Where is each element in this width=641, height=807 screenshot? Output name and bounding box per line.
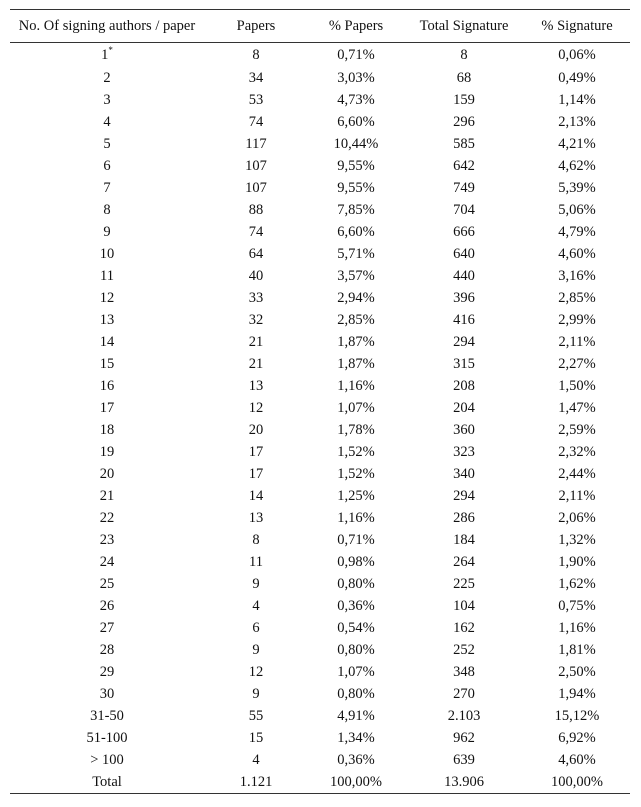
cell-total-signature: 323 xyxy=(453,444,475,460)
cell-papers: 12 xyxy=(248,664,264,680)
table-row xyxy=(10,485,630,507)
cell-pct-signature: 2,11% xyxy=(558,334,596,350)
cell-papers: 11 xyxy=(249,554,263,570)
row-label: 20 xyxy=(99,466,115,482)
row-label: 28 xyxy=(99,642,115,658)
cell-authors xyxy=(10,221,204,243)
cell-total-signature: 162 xyxy=(453,620,475,636)
table-row xyxy=(10,507,630,529)
cell-pct-signature: 1,50% xyxy=(558,378,596,394)
row-label: 17 xyxy=(99,400,115,416)
cell-authors xyxy=(10,265,204,287)
header-pct-papers: % Papers xyxy=(328,17,384,34)
row-label: 8 xyxy=(103,202,111,218)
table-row xyxy=(10,155,630,177)
cell-authors xyxy=(10,309,204,331)
cell-authors xyxy=(10,155,204,177)
cell-total-signature: 13.906 xyxy=(444,774,484,790)
row-label: 21 xyxy=(99,488,115,504)
cell-pct-papers: 0,54% xyxy=(337,620,375,636)
cell-authors xyxy=(10,507,204,529)
cell-total-signature: 360 xyxy=(453,422,475,438)
table-row xyxy=(10,287,630,309)
cell-total-signature: 294 xyxy=(453,488,475,504)
cell-total-signature: 749 xyxy=(453,180,475,196)
cell-authors xyxy=(10,67,204,89)
row-label: 11 xyxy=(100,268,114,284)
cell-pct-signature: 1,62% xyxy=(558,576,596,592)
header-total-signature: Total Signature xyxy=(419,17,509,34)
table-row xyxy=(10,221,630,243)
cell-authors xyxy=(10,199,204,221)
cell-authors xyxy=(10,243,204,265)
cell-authors xyxy=(10,375,204,397)
cell-papers: 74 xyxy=(248,224,264,240)
cell-pct-papers: 5,71% xyxy=(337,246,375,262)
cell-pct-signature: 100,00% xyxy=(551,774,603,790)
cell-authors xyxy=(10,353,204,375)
cell-pct-signature: 4,21% xyxy=(558,136,596,152)
cell-pct-signature: 2,99% xyxy=(558,312,596,328)
row-label: 7 xyxy=(103,180,111,196)
footnote-marker: * xyxy=(108,45,113,56)
table-row xyxy=(10,331,630,353)
cell-total-signature: 585 xyxy=(453,136,475,152)
cell-total-signature: 704 xyxy=(453,202,475,218)
cell-pct-signature: 0,49% xyxy=(558,70,596,86)
cell-pct-signature: 2,11% xyxy=(558,488,596,504)
table-row xyxy=(10,683,630,705)
cell-papers: 9 xyxy=(252,686,260,702)
table-row xyxy=(10,177,630,199)
row-label: 26 xyxy=(99,598,115,614)
cell-authors xyxy=(10,661,204,683)
table-row xyxy=(10,309,630,331)
cell-pct-papers: 1,25% xyxy=(337,488,375,504)
header-papers: Papers xyxy=(236,17,276,34)
cell-pct-papers: 9,55% xyxy=(337,180,375,196)
table-row xyxy=(10,89,630,111)
cell-papers: 4 xyxy=(252,598,260,614)
cell-pct-papers: 9,55% xyxy=(337,158,375,174)
cell-total-signature: 666 xyxy=(453,224,475,240)
row-label: 16 xyxy=(99,378,115,394)
row-label: 5 xyxy=(103,136,111,152)
cell-authors xyxy=(10,287,204,309)
cell-papers: 107 xyxy=(245,158,267,174)
cell-papers: 14 xyxy=(248,488,264,504)
cell-pct-signature: 4,60% xyxy=(558,246,596,262)
table-row xyxy=(10,749,630,771)
cell-authors xyxy=(10,617,204,639)
cell-pct-papers: 0,71% xyxy=(337,47,375,63)
cell-pct-papers: 1,16% xyxy=(337,378,375,394)
cell-pct-papers: 6,60% xyxy=(337,114,375,130)
table-row xyxy=(10,639,630,661)
cell-pct-papers: 4,91% xyxy=(337,708,375,724)
table-row xyxy=(10,67,630,89)
cell-pct-signature: 6,92% xyxy=(558,730,596,746)
cell-pct-signature: 3,16% xyxy=(558,268,596,284)
cell-pct-papers: 2,94% xyxy=(337,290,375,306)
cell-total-signature: 264 xyxy=(453,554,475,570)
table-header xyxy=(10,10,630,43)
cell-pct-signature: 1,14% xyxy=(558,92,596,108)
cell-authors xyxy=(10,573,204,595)
cell-authors xyxy=(10,749,204,771)
cell-total-signature: 962 xyxy=(453,730,475,746)
cell-authors xyxy=(10,177,204,199)
cell-pct-papers: 0,98% xyxy=(337,554,375,570)
cell-papers: 32 xyxy=(248,312,264,328)
cell-authors xyxy=(10,485,204,507)
cell-total-signature: 208 xyxy=(453,378,475,394)
cell-papers: 55 xyxy=(248,708,264,724)
cell-papers: 9 xyxy=(252,642,260,658)
row-label: 29 xyxy=(99,664,115,680)
table-row xyxy=(10,375,630,397)
cell-total-signature: 104 xyxy=(453,598,475,614)
cell-pct-papers: 7,85% xyxy=(337,202,375,218)
cell-total-signature: 340 xyxy=(453,466,475,482)
cell-total-signature: 396 xyxy=(453,290,475,306)
cell-papers: 13 xyxy=(248,378,264,394)
cell-papers: 33 xyxy=(248,290,264,306)
authorship-table xyxy=(10,9,630,794)
cell-authors xyxy=(10,771,204,794)
table-row xyxy=(10,595,630,617)
cell-pct-papers: 0,80% xyxy=(337,576,375,592)
cell-pct-signature: 5,39% xyxy=(558,180,596,196)
table-row xyxy=(10,265,630,287)
table-row xyxy=(10,551,630,573)
cell-pct-papers: 1,87% xyxy=(337,356,375,372)
row-label: 13 xyxy=(99,312,115,328)
cell-papers: 21 xyxy=(248,356,264,372)
cell-pct-papers: 4,73% xyxy=(337,92,375,108)
row-label: 25 xyxy=(99,576,115,592)
row-label: 24 xyxy=(99,554,115,570)
cell-authors xyxy=(10,683,204,705)
cell-pct-papers: 1,07% xyxy=(337,400,375,416)
cell-authors xyxy=(10,551,204,573)
cell-pct-papers: 100,00% xyxy=(330,774,382,790)
row-label: 23 xyxy=(99,532,115,548)
table-row xyxy=(10,353,630,375)
row-label: 4 xyxy=(103,114,111,130)
cell-pct-signature: 1,90% xyxy=(558,554,596,570)
cell-pct-signature: 1,81% xyxy=(558,642,596,658)
cell-total-signature: 640 xyxy=(453,246,475,262)
header-pct-signature: % Signature xyxy=(541,17,613,34)
cell-pct-signature: 1,47% xyxy=(558,400,596,416)
cell-authors xyxy=(10,727,204,749)
cell-papers: 8 xyxy=(252,47,260,63)
cell-authors xyxy=(10,43,204,68)
header-row xyxy=(10,10,630,43)
table-row xyxy=(10,771,630,794)
cell-total-signature: 2.103 xyxy=(447,708,481,724)
cell-pct-signature: 2,85% xyxy=(558,290,596,306)
cell-total-signature: 642 xyxy=(453,158,475,174)
cell-pct-signature: 2,13% xyxy=(558,114,596,130)
row-label: 18 xyxy=(99,422,115,438)
cell-authors xyxy=(10,639,204,661)
cell-papers: 9 xyxy=(252,576,260,592)
cell-pct-signature: 4,60% xyxy=(558,752,596,768)
cell-pct-signature: 4,79% xyxy=(558,224,596,240)
cell-pct-papers: 6,60% xyxy=(337,224,375,240)
cell-papers: 1.121 xyxy=(239,774,273,790)
authorship-table-container xyxy=(10,9,630,794)
table-row xyxy=(10,111,630,133)
cell-pct-signature: 2,50% xyxy=(558,664,596,680)
cell-authors xyxy=(10,397,204,419)
cell-pct-signature: 4,62% xyxy=(558,158,596,174)
table-row xyxy=(10,617,630,639)
cell-pct-papers: 1,78% xyxy=(337,422,375,438)
cell-papers: 6 xyxy=(252,620,260,636)
cell-authors xyxy=(10,133,204,155)
row-label: 6 xyxy=(103,158,111,174)
table-body xyxy=(10,43,630,794)
cell-pct-papers: 3,03% xyxy=(337,70,375,86)
cell-pct-papers: 2,85% xyxy=(337,312,375,328)
table-row xyxy=(10,397,630,419)
cell-total-signature: 440 xyxy=(453,268,475,284)
row-label: 22 xyxy=(99,510,115,526)
cell-papers: 4 xyxy=(252,752,260,768)
cell-total-signature: 225 xyxy=(453,576,475,592)
cell-total-signature: 8 xyxy=(460,47,468,63)
table-row xyxy=(10,705,630,727)
cell-papers: 88 xyxy=(248,202,264,218)
row-label: 31-50 xyxy=(90,708,124,724)
row-label: 1 xyxy=(101,47,109,63)
cell-total-signature: 348 xyxy=(453,664,475,680)
cell-total-signature: 159 xyxy=(453,92,475,108)
cell-total-signature: 184 xyxy=(453,532,475,548)
cell-authors xyxy=(10,419,204,441)
cell-total-signature: 296 xyxy=(453,114,475,130)
table-row xyxy=(10,199,630,221)
cell-authors xyxy=(10,705,204,727)
row-label: 2 xyxy=(103,70,111,86)
cell-pct-signature: 2,44% xyxy=(558,466,596,482)
cell-pct-papers: 1,16% xyxy=(337,510,375,526)
cell-pct-papers: 0,80% xyxy=(337,642,375,658)
cell-pct-signature: 0,75% xyxy=(558,598,596,614)
cell-papers: 12 xyxy=(248,400,264,416)
row-label: 14 xyxy=(99,334,115,350)
cell-papers: 21 xyxy=(248,334,264,350)
row-label: 30 xyxy=(99,686,115,702)
row-label: 3 xyxy=(103,92,111,108)
cell-pct-signature: 1,32% xyxy=(558,532,596,548)
cell-papers: 40 xyxy=(248,268,264,284)
cell-pct-papers: 0,71% xyxy=(337,532,375,548)
cell-papers: 8 xyxy=(252,532,260,548)
cell-authors xyxy=(10,595,204,617)
table-row xyxy=(10,463,630,485)
cell-pct-papers: 0,36% xyxy=(337,752,375,768)
row-label: 19 xyxy=(99,444,115,460)
row-label: Total xyxy=(92,774,122,790)
cell-pct-signature: 0,06% xyxy=(558,47,596,63)
cell-authors xyxy=(10,89,204,111)
cell-papers: 74 xyxy=(248,114,264,130)
cell-papers: 34 xyxy=(248,70,264,86)
table-row xyxy=(10,661,630,683)
cell-authors xyxy=(10,331,204,353)
row-label: 12 xyxy=(99,290,115,306)
cell-total-signature: 639 xyxy=(453,752,475,768)
cell-pct-papers: 3,57% xyxy=(337,268,375,284)
row-label: 51-100 xyxy=(86,730,128,746)
cell-total-signature: 252 xyxy=(453,642,475,658)
cell-pct-signature: 1,94% xyxy=(558,686,596,702)
cell-total-signature: 315 xyxy=(453,356,475,372)
cell-papers: 117 xyxy=(245,136,267,152)
table-row xyxy=(10,727,630,749)
cell-total-signature: 204 xyxy=(453,400,475,416)
cell-pct-papers: 1,52% xyxy=(337,466,375,482)
cell-authors xyxy=(10,441,204,463)
cell-pct-signature: 2,32% xyxy=(558,444,596,460)
cell-pct-papers: 0,80% xyxy=(337,686,375,702)
row-label: 15 xyxy=(99,356,115,372)
header-authors: No. Of signing authors / paper xyxy=(18,17,196,34)
cell-total-signature: 68 xyxy=(456,70,472,86)
cell-total-signature: 286 xyxy=(453,510,475,526)
table-row xyxy=(10,43,630,68)
table-row xyxy=(10,419,630,441)
cell-authors xyxy=(10,111,204,133)
cell-authors xyxy=(10,529,204,551)
cell-papers: 20 xyxy=(248,422,264,438)
table-row xyxy=(10,133,630,155)
cell-pct-signature: 1,16% xyxy=(558,620,596,636)
cell-papers: 17 xyxy=(248,466,264,482)
cell-pct-signature: 2,59% xyxy=(558,422,596,438)
cell-pct-signature: 15,12% xyxy=(554,708,600,724)
cell-pct-papers: 1,87% xyxy=(337,334,375,350)
cell-papers: 53 xyxy=(248,92,264,108)
cell-total-signature: 416 xyxy=(453,312,475,328)
cell-pct-signature: 5,06% xyxy=(558,202,596,218)
cell-pct-signature: 2,27% xyxy=(558,356,596,372)
row-label: 9 xyxy=(103,224,111,240)
cell-papers: 15 xyxy=(248,730,264,746)
cell-papers: 107 xyxy=(245,180,267,196)
cell-pct-papers: 10,44% xyxy=(333,136,379,152)
table-row xyxy=(10,573,630,595)
cell-pct-papers: 1,07% xyxy=(337,664,375,680)
table-row xyxy=(10,441,630,463)
cell-pct-signature: 2,06% xyxy=(558,510,596,526)
cell-pct-papers: 0,36% xyxy=(337,598,375,614)
cell-total-signature: 270 xyxy=(453,686,475,702)
cell-total-signature: 294 xyxy=(453,334,475,350)
cell-pct-papers: 1,34% xyxy=(337,730,375,746)
table-row xyxy=(10,243,630,265)
cell-papers: 64 xyxy=(248,246,264,262)
cell-pct-papers: 1,52% xyxy=(337,444,375,460)
row-label: 10 xyxy=(99,246,115,262)
row-label: > 100 xyxy=(90,752,124,768)
row-label: 27 xyxy=(99,620,115,636)
cell-papers: 13 xyxy=(248,510,264,526)
cell-authors xyxy=(10,463,204,485)
cell-papers: 17 xyxy=(248,444,264,460)
table-row xyxy=(10,529,630,551)
